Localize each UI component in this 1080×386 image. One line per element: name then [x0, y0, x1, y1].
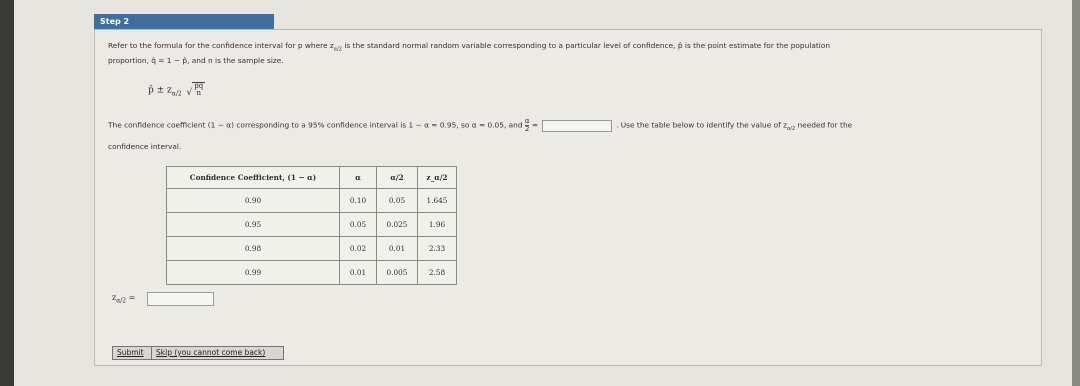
table-cell: 0.10 [340, 189, 377, 213]
intro-line1-rest: is the standard normal random variable corresponding to a particular level of confidence, p̂ is the point estimate for the population [341, 41, 831, 50]
formula-denominator: n [196, 89, 202, 97]
formula-numerator: p̂q̂ [194, 82, 204, 90]
table-cell: 1.645 [418, 189, 457, 213]
table-row [167, 189, 457, 213]
coefficient-sentence: The confidence coefficient (1 − α) corresponding to a 95% confidence interval is 1 − α = 0.95, so α = 0.05, and [108, 120, 525, 130]
table-header-row [167, 167, 457, 189]
z-label-subscript: α/2 [116, 297, 127, 305]
header-confidence-coefficient: Confidence Coefficient, (1 − α) [167, 167, 340, 189]
step-header: Step 2 [94, 14, 274, 29]
table-row [167, 237, 457, 261]
table-row [167, 261, 457, 285]
equals-sign: = [126, 293, 136, 302]
table-cell: 0.99 [167, 261, 340, 285]
table-cell: 1.96 [418, 213, 457, 237]
after-box-subscript: α/2 [786, 125, 796, 132]
formula-subscript: α/2 [171, 90, 182, 98]
square-root [187, 82, 206, 98]
submit-button[interactable]: Submit [112, 346, 158, 360]
table-cell: 0.05 [340, 213, 377, 237]
table-cell: 0.025 [377, 213, 418, 237]
z-alpha-half-input[interactable] [147, 292, 214, 306]
header-alpha-half: α/2 [377, 167, 418, 189]
z-label-text: z [112, 293, 117, 302]
after-box-end: needed for the [795, 120, 853, 130]
radicand [192, 82, 205, 97]
header-z-value: z_α/2 [418, 167, 457, 189]
table-cell: 0.95 [167, 213, 340, 237]
intro-line1: Refer to the formula for the confidence interval for p where z [108, 41, 334, 50]
intro-subscript: α/2 [333, 46, 342, 53]
table-cell: 0.005 [377, 261, 418, 285]
left-edge [0, 0, 14, 386]
alpha-over-two-input[interactable] [542, 120, 612, 132]
formula-prefix: p̂ ± z [148, 85, 172, 96]
intro-line2: proportion, q̂ = 1 − p̂, and n is the sample size. [108, 56, 284, 66]
fraction-denominator: 2 [524, 125, 530, 133]
table-row [167, 213, 457, 237]
table-cell: 2.33 [418, 237, 457, 261]
right-edge [1072, 0, 1080, 386]
skip-button[interactable]: Skip (you cannot come back) [151, 346, 284, 360]
table-cell: 0.98 [167, 237, 340, 261]
z-value-table [166, 166, 457, 285]
fraction-numerator: α [524, 117, 530, 125]
table-cell: 2.58 [418, 261, 457, 285]
confidence-interval-formula [148, 82, 205, 98]
alpha-over-two-fraction [525, 118, 530, 133]
intro-text [108, 40, 1023, 66]
confidence-interval-text: confidence interval. [108, 142, 182, 151]
z-alpha-half-label [112, 293, 135, 305]
header-alpha: α [340, 167, 377, 189]
table-cell: 0.01 [377, 237, 418, 261]
coefficient-text: The confidence coefficient (1 − α) corresponding to a 95% confidence interval is 1 − α = 0.95, so α = 0.05, and $\frac{\alpha}{2}$ = . Use the table below to identify the value of $z_{\alpha/2}$ needed for the [108, 117, 853, 133]
table-cell: 0.05 [377, 189, 418, 213]
table-cell: 0.90 [167, 189, 340, 213]
table-cell: 0.02 [340, 237, 377, 261]
after-box-text: . Use the table below to identify the value of z [616, 120, 787, 130]
table-cell: 0.01 [340, 261, 377, 285]
radical-icon: √ [186, 88, 193, 98]
